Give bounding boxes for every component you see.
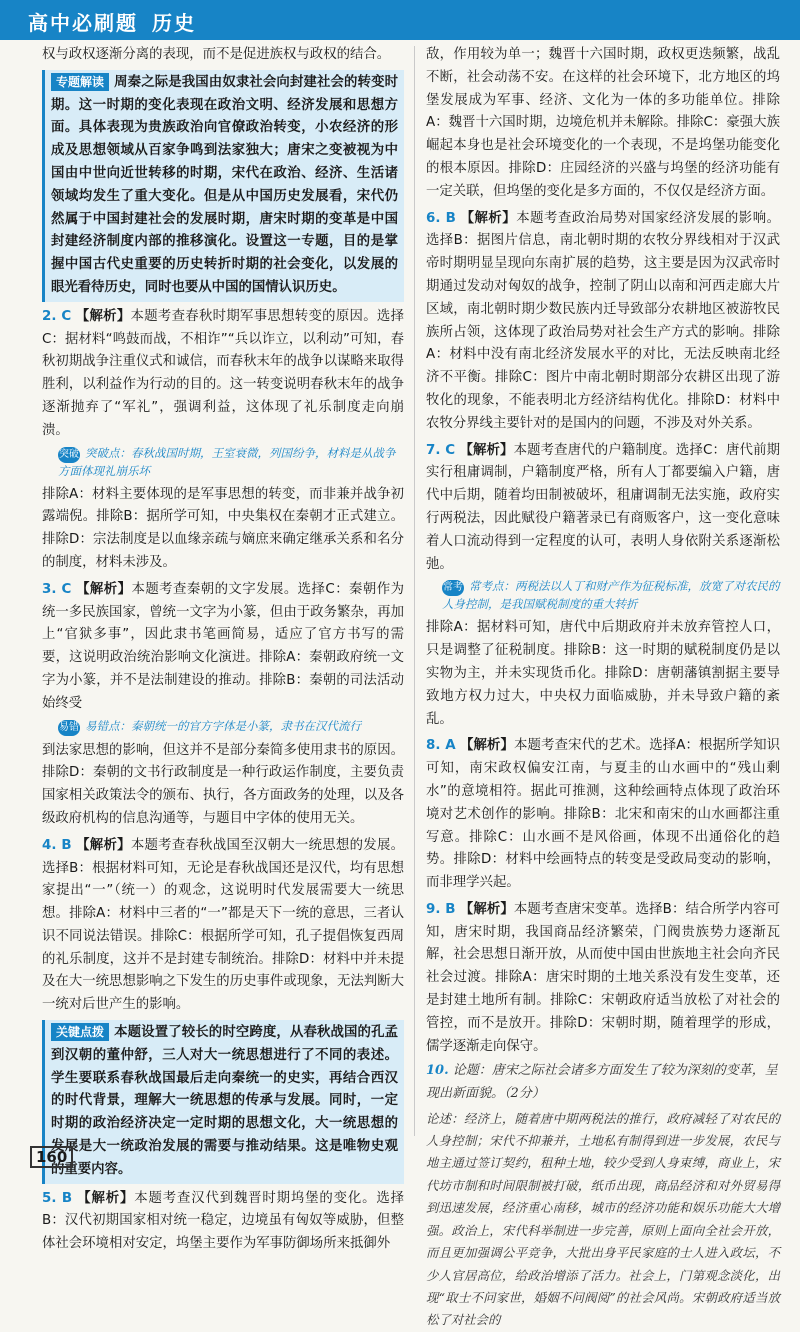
answer-4-label: 【解析】 [76, 837, 131, 853]
answer-8-number: 8. A [426, 738, 456, 754]
answer-2-number: 2. C [42, 308, 72, 324]
answer-2-label: 【解析】 [75, 308, 131, 324]
page-number: 160 [30, 1146, 73, 1168]
error-prone-icon: 易错 [58, 720, 80, 736]
answer-9-number: 9. B [426, 901, 456, 917]
answer-8-label: 【解析】 [459, 738, 515, 754]
header-bar [0, 0, 800, 40]
answer-3-rest: 到法家思想的影响，但这并不是部分秦简多使用隶书的原因。排除D：秦朝的文书行政制度是一种行政运作制度，主要负责国家相关政策法令的颁布、执行，各方面政务的处理，以及各级政府机构的信息沟通等，与题目中字体的使用无关。 [42, 742, 404, 826]
answer-6-label: 【解析】 [460, 210, 517, 226]
answer-10-number: 10. [426, 1063, 449, 1079]
answer-7-note [442, 578, 780, 613]
subject-title: 历史 [152, 11, 196, 35]
answer-7-note-text: 常考点：两税法以人丁和财产作为征税标准，放宽了对农民的人身控制，是我国赋税制度的重大转折 [442, 579, 780, 612]
answer-2-note-text: 突破点：春秋战国时期，王室衰微，列国纷争，材料是从战争方面体现礼崩乐坏 [58, 445, 396, 478]
answer-3-note-text: 易错点：秦朝统一的官方字体是小篆，隶书在汉代流行 [85, 718, 361, 733]
answer-3-number: 3. C [42, 581, 72, 597]
answer-3-label: 【解析】 [76, 581, 132, 597]
answer-4 [42, 835, 404, 1017]
answer-3 [42, 579, 404, 716]
answer-5 [42, 1188, 404, 1256]
intro-paragraph: 权与政权逐渐分离的表现，而不是促进族权与政权的结合。 [42, 47, 391, 62]
topic-box-label: 专题解读 [51, 73, 109, 91]
answer-10-body: 论述：经济上，随着唐中期两税法的推行，政府减轻了对农民的人身控制；宋代不抑兼并，土地私有制得到进一步发展，农民与地主通过签订契约，租种土地，较少受到人身束缚，商业上，宋代坊市制和时间限制被打破，纸币出现，商品经济和对外贸易得到迅速发展，经济重心南移，城市的经济功能和娱乐功能大大增强。政治上，宋代科举制进一步完善，原则上面向全社会开放，而且更加强调公平竞争，大批出身平民家庭的士人进入政坛，不少人官居高位，给政治增添了活力。社会上，门第观念淡化，出现“取士不问家世，婚姻不问阀阅”的社会风尚。宋朝政府适当放松了对社会的 [426, 1110, 780, 1328]
answer-6 [426, 208, 780, 436]
key-box-text: 本题设置了较长的时空跨度，从春秋战国的孔孟到汉朝的董仲舒，三人对大一统思想进行了不同的表述。学生要联系春秋战国最后走向秦统一的史实，再结合西汉的时代背景，理解大一统思想的传承与发展。同时，一定时期的政治经济决定一定时期的思想文化，大一统思想的发展是大一统政治发展的需要与推动结果。这是唯物史观的重要内容。 [51, 1025, 398, 1177]
answer-4-text: 本题考查春秋战国至汉朝大一统思想的发展。选择B：根据材料可知，无论是春秋战国还是汉代，均有思想家提出“一”（统一）的观念，这说明时代发展需要大一统思想。排除A：材料中三者的“一”都是天下一统的意思，三者认识不同说法错误。排除C：根据所学可知，孔子提倡恢复西周的礼乐制度，这并不是封建专制统治。排除D：材料中并未提及在大一统思想影响之下发生的历史事件或现象，无法判断大一统对后世产生的影响。 [42, 837, 405, 1013]
answer-5-continued: 敌，作用较为单一；魏晋十六国时期，政权更迭频繁，战乱不断，社会动荡不安。在这样的社会环境下，北方地区的坞堡发展成为军事、经济、文化为一体的多功能单位。排除A：魏晋十六国时期，边境危机并未解除。排除C：豪强大族崛起本身也是社会环境变化的一个表现，不是坞堡功能变化的根本原因。排除D：庄园经济的兴盛与坞堡的经济功能有一定关联，但坞堡的变化是多方面的，不仅仅是经济方面。 [426, 47, 780, 199]
answer-7 [426, 440, 780, 577]
left-column [42, 44, 404, 1258]
answer-4-number: 4. B [42, 837, 72, 853]
answer-9 [426, 899, 780, 1059]
header-title [28, 7, 210, 36]
answer-10-thesis: 论题：唐宋之际社会诸多方面发生了较为深刻的变革，呈现出新面貌。（2分） [426, 1063, 778, 1102]
answer-3-text: 本题考查秦朝的文字发展。选择C：秦朝作为统一多民族国家，曾统一文字为小篆，但由于政务繁杂，再加上“官狱多事”，因此隶书笔画简易，适应了官方书写的需要，这说明政治统治影响文化演进。排除A：秦朝政府统一文字为小篆，并不是法制建设的推动。排除B：秦朝的司法活动始终受 [42, 581, 404, 711]
answer-2-text: 本题考查春秋时期军事思想转变的原因。选择C：据材料“鸣鼓而战，不相诈”“兵以诈立，以利动”可知，春秋初期战争注重仪式和诚信，而春秋末年的战争以谋略来取得胜利，以利益作为行动的目的。这一转变说明春秋末年的战争逐渐抛弃了“军礼”，强调利益，这体现了礼乐制度走向崩溃。 [42, 308, 405, 438]
column-divider [414, 46, 415, 1136]
topic-box-text: 周秦之际是我国由奴隶社会向封建社会的转变时期。这一时期的变化表现在政治文明、经济发展和思想方面。具体表现为贵族政治向官僚政治转变，小农经济的形成及思想领域从百家争鸣到法家独大；唐宋之变被视为中国由中世向近世转移的时期，宋代在政治、经济、生活诸领域均发生了重大变化。但是从中国历史发展看，宋代仍然属于中国封建社会的发展时期，唐宋时期的变革是中国封建经济制度内部的推移演化。设置这一专题，目的是掌握中国古代史重要的历史转折时期的社会变化，以发展的眼光看待历史，同时也要从中国的国情认识历史。 [51, 74, 398, 295]
answer-8 [426, 735, 780, 895]
answer-7-text: 本题考查唐代的户籍制度。选择C：唐代前期实行租庸调制，户籍制度严格，所有人丁都要编入户籍，唐代中后期，随着均田制被破坏，租庸调制无法实施，政府实行两税法，因此赋役户籍著录已有商贩客户，这一变化意味着人口流动得到一定程度的认可，表明人身依附关系逐渐松弛。 [426, 442, 780, 572]
answer-6-number: 6. B [426, 210, 456, 226]
answer-7-label: 【解析】 [459, 442, 514, 458]
answer-2-note [58, 445, 404, 480]
answer-8-text: 本题考查宋代的艺术。选择A：根据所学知识可知，南宋政权偏安江南，与夏圭的山水画中的“残山剩水”的意境相符。据此可推测，这种绘画特点体现了政治环境对艺术创作的影响。排除B：北宋和南宋的山水画都注重写意。排除C：山水画不是风俗画，体现不出通俗化的趋势。排除D：材料中绘画特点的转变是受政局变动的影响，而非理学兴起。 [426, 738, 780, 891]
book-title: 高中必刷题 [28, 11, 138, 35]
key-box-label: 关键点拨 [51, 1023, 109, 1041]
answer-10 [426, 1060, 780, 1105]
answer-5-text: 本题考查汉代到魏晋时期坞堡的变化。选择B：汉代初期国家相对统一稳定，边境虽有匈奴等威胁，但整体社会环境相对安定，坞堡主要作为军事防御场所来抵御外 [42, 1190, 405, 1252]
right-column [426, 44, 780, 1332]
answer-5-label: 【解析】 [77, 1190, 135, 1206]
answer-2-rest: 排除A：材料主要体现的是军事思想的转变，而非兼并战争初露端倪。排除B：据所学可知，中央集权在秦朝才正式建立。排除D：宗法制度是以血缘亲疏与嫡庶来确定继承关系和名分的制度，材料未涉及。 [42, 486, 404, 570]
topic-box [42, 70, 404, 302]
breakthrough-icon: 突破 [58, 447, 80, 463]
answer-5-number: 5. B [42, 1190, 73, 1206]
answer-9-label: 【解析】 [459, 901, 514, 917]
answer-2 [42, 306, 404, 443]
answer-7-rest: 排除A：据材料可知，唐代中后期政府并未放弃管控人口，只是调整了征税制度。排除B：这一时期的赋税制度仍是以实物为主，并未实现货币化。排除D：唐朝藩镇割据主要导致地方权力过大，中央权力面临威胁，并未导致户籍的紊乱。 [426, 620, 780, 727]
key-box [42, 1020, 404, 1184]
answer-7-number: 7. C [426, 442, 456, 458]
frequent-point-icon: 常考 [442, 580, 464, 596]
answer-6-text: 本题考查政治局势对国家经济发展的影响。选择B：据图片信息，南北朝时期的农牧分界线相对于汉武帝时期明显呈现向东南扩展的趋势，这主要是因为汉武帝时期通过发动对匈奴的战争，控制了阴山以南和河西走廊大片区域，南北朝时期少数民族内迁导致部分农耕地区被游牧民族所占领，这体现了政治局势对社会生产方式的影响。排除A：材料中没有南北经济发展水平的对比，无法反映南北经济不平衡。排除C：图片中南北朝时期部分农耕区出现了游牧化的现象，不能表明北方经济结构优化。排除D：材料中农牧分界线主要针对的是国内的问题，不涉及对外关系。 [426, 210, 780, 431]
answer-3-note [58, 718, 404, 736]
answer-9-text: 本题考查唐宋变革。选择B：结合所学内容可知，唐宋时期，我国商品经济繁荣，门阀贵族势力逐渐瓦解，社会思想日渐开放，从而使中国由世族地主社会向齐民社会过渡。排除A：唐宋时期的土地关系没有发生变革，还是封建土地所有制。排除C：宋朝政府适当放松了对社会的管控，而不是放开。排除D：宋朝时期，随着理学的形成，儒学逐渐走向保守。 [426, 901, 780, 1054]
